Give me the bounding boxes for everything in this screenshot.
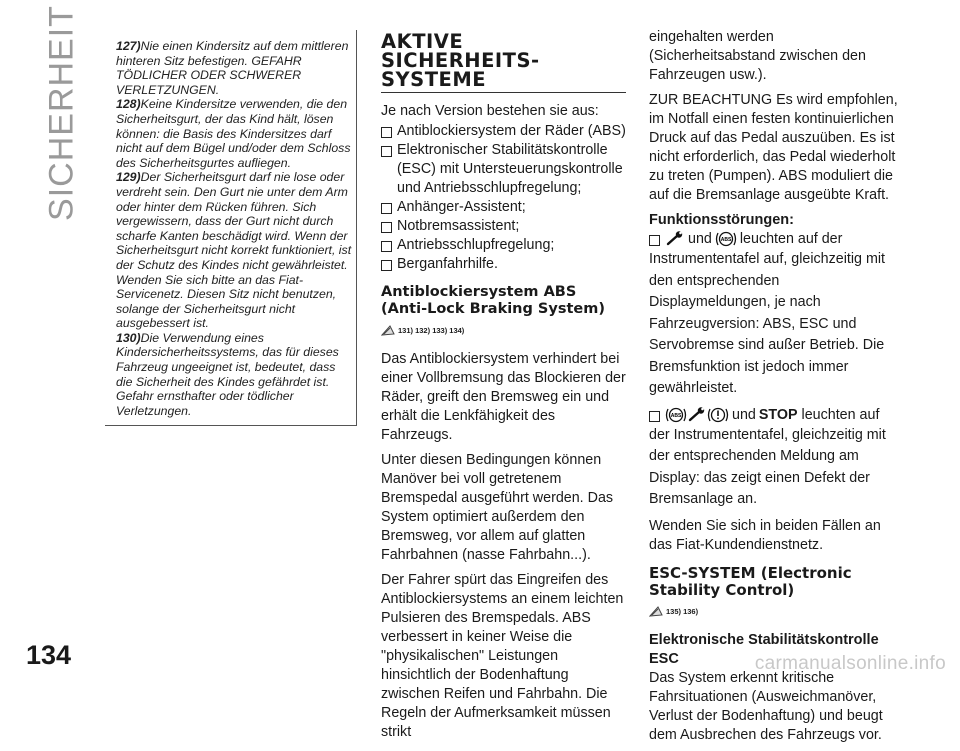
refs-text: 131) 132) 133) 134) <box>398 326 465 335</box>
checkbox-bullet-icon <box>381 222 392 233</box>
paragraph: Das System erkennt kritische Fahrsituationen (Ausweichmanöver, Verlust der Bodenhaftung) und beugt dem Ausbrechen des Fahrzeugs vor. <box>649 669 883 743</box>
checkbox-bullet-icon <box>381 127 392 138</box>
und-text: und <box>732 406 756 423</box>
list-item <box>381 122 626 141</box>
list-item <box>381 255 626 274</box>
fault-line-1 <box>649 230 904 249</box>
column-middle <box>381 28 626 748</box>
paragraph: eingehalten werden (Sicherheitsabstand zwischen den Fahrzeugen usw.). <box>649 29 866 83</box>
column-right <box>649 28 904 751</box>
warning-number: 129) <box>116 170 141 185</box>
paragraph: Der Fahrer spürt das Eingreifen des Antiblockiersystems an einem leichten Pulsieren des Bremspedals. ABS verbessert in keiner Weise die "physikalischen" Leistungen hinsichtlich der Bodenhaftung zwischen Reifen und Fahrbahn. Die Regeln der Aufmerksamkeit müssen strikt <box>381 572 624 740</box>
warning-128 <box>116 97 352 170</box>
stop-label: STOP <box>758 406 798 423</box>
warning-box <box>105 30 357 426</box>
list-item-text: Berganfahrhilfe. <box>397 256 498 272</box>
paragraph: Instrumententafel auf, gleichzeitig mit den entsprechenden Displaymeldungen, je nach Fahrzeugversion: ABS, ESC und Servobremse sind außer Betrieb. Die Bremsfunktion ist jedoch immer gewährleistet. <box>649 251 886 396</box>
fault-text: leuchten auf <box>801 406 880 423</box>
wrench-icon <box>665 230 685 246</box>
paragraph: der Instrumententafel, gleichzeitig mit der entsprechenden Meldung am Display: das zeigt einen Defekt der Bremsanlage an. <box>649 426 886 507</box>
warning-129 <box>116 170 352 331</box>
intro-text: Je nach Version bestehen sie aus: <box>381 103 599 119</box>
paragraph: ZUR BEACHTUNG Es wird empfohlen, im Notfall einen festen kontinuierlichen Druck auf das Pedal auszuüben. Es ist nicht erforderlich, das Pedal wiederholt zu treten (Pumpen). ABS moduliert die auf die Bremsanlage ausgeübte Kraft. <box>649 92 898 203</box>
paragraph: Wenden Sie sich in beiden Fällen an das Fiat-Kundendienstnetz. <box>649 517 881 553</box>
checkbox-bullet-icon <box>381 241 392 252</box>
abs-warning-icon <box>665 406 687 424</box>
warning-text: Die Verwendung eines Kindersicherheitssystems, das für dieses Fahrzeug ungeeignet ist, bedeutet, dass die Sicherheit des Kindes gefährdet ist. Gefahr ernsthafter oder tödlicher Verletzungen. <box>116 330 339 418</box>
watermark: carmanualsonline.info <box>754 653 946 674</box>
checkbox-bullet-icon <box>649 235 660 246</box>
list-item-text: Anhänger-Assistent; <box>397 199 526 215</box>
list-item-text: Antiblockiersystem der Räder (ABS) <box>397 123 626 139</box>
refs-text: 135) 136) <box>666 606 699 616</box>
warning-number: 128) <box>116 97 141 112</box>
warning-number: 127) <box>116 39 141 53</box>
list-item-text: Antriebsschlupfregelung; <box>397 237 555 253</box>
brake-warning-icon <box>707 406 729 424</box>
abs-warning-icon <box>715 230 737 248</box>
list-item <box>381 236 626 255</box>
warning-text: Der Sicherheitsgurt darf nie lose oder verdreht sein. Den Gurt nie unter dem Arm oder hinter dem Rücken führen. Sich vergewissern, dass der Gurt nicht durch scharfe Kanten beschädigt wird. Wenn der Sicherheitsgurt nicht korrekt funktioniert, ist der Schutz des Kindes nicht gewährleistet. Wenden Sie sich bitte an das Fiat-Servicenetz. Diesen Sitz nicht benutzen, solange der Sicherheitsgurt nicht ausgebessert ist. <box>116 170 352 331</box>
warning-127 <box>116 39 352 97</box>
fault-line-2 <box>649 406 904 425</box>
esc-warning-refs <box>649 602 904 621</box>
side-section-title <box>42 5 82 221</box>
abs-warning-refs <box>381 321 626 340</box>
warning-number: 130) <box>116 330 141 345</box>
wrench-icon <box>687 406 707 422</box>
svg-text:ABS: ABS <box>670 412 682 419</box>
fault-text: leuchten auf der <box>739 231 843 247</box>
list-item <box>381 198 626 217</box>
fault-heading: Funktionsstörungen: <box>649 212 794 228</box>
list-item-text: Notbremsassistent; <box>397 218 520 234</box>
checkbox-bullet-icon <box>381 146 392 157</box>
checkbox-bullet-icon <box>649 411 660 422</box>
page-number: 134 <box>26 640 72 670</box>
abs-heading: Antiblockiersystem ABS (Anti-Lock Braking System) <box>381 284 605 317</box>
esc-heading: ESC-SYSTEM (Electronic Stability Control) <box>649 563 852 599</box>
list-item <box>381 141 626 198</box>
side-title-text: SICHERHEIT <box>42 5 81 221</box>
checkbox-bullet-icon <box>381 203 392 214</box>
paragraph: Unter diesen Bedingungen können Manöver bei voll getretenem Bremspedal ausgeführt werden. Das System optimiert außerdem den Bremsweg, vor allem auf glatten Fahrbahnen (nasse Fahrbahn...). <box>381 452 614 563</box>
warning-text: Nie einen Kindersitz auf dem mittleren hinteren Sitz befestigen. GEFAHR TÖDLICHER ODER SCHWERER VERLETZUNGEN. <box>116 39 349 97</box>
und-text: und <box>688 231 712 247</box>
checkbox-bullet-icon <box>381 260 392 271</box>
warning-reference-icon <box>381 325 395 336</box>
list-item <box>381 217 626 236</box>
warning-text: Keine Kindersitze verwenden, die den Sicherheitsgurt, der das Kind hält, lösen können: die Basis des Kindersitzes darf nicht auf dem Bügel und/oder dem Schloss des Sicherheitsgurtes aufliegen. <box>116 97 351 170</box>
esc-subheading: Elektronische Stabilitätskontrolle ESC <box>649 631 879 667</box>
warning-130 <box>116 331 352 419</box>
paragraph: Das Antiblockiersystem verhindert bei einer Vollbremsung das Blockieren der Räder, greift den Bremsweg ein und erhält die Lenkfähigkeit des Fahrzeugs. <box>381 351 626 443</box>
svg-text:ABS: ABS <box>720 237 732 243</box>
list-item-text: Elektronischer Stabilitätskontrolle (ESC) mit Untersteuerungskontrolle und Antriebsschlupfregelung; <box>397 142 623 196</box>
section-title: AKTIVE SICHERHEITS-SYSTEME <box>381 32 626 93</box>
warning-reference-icon <box>649 606 663 617</box>
